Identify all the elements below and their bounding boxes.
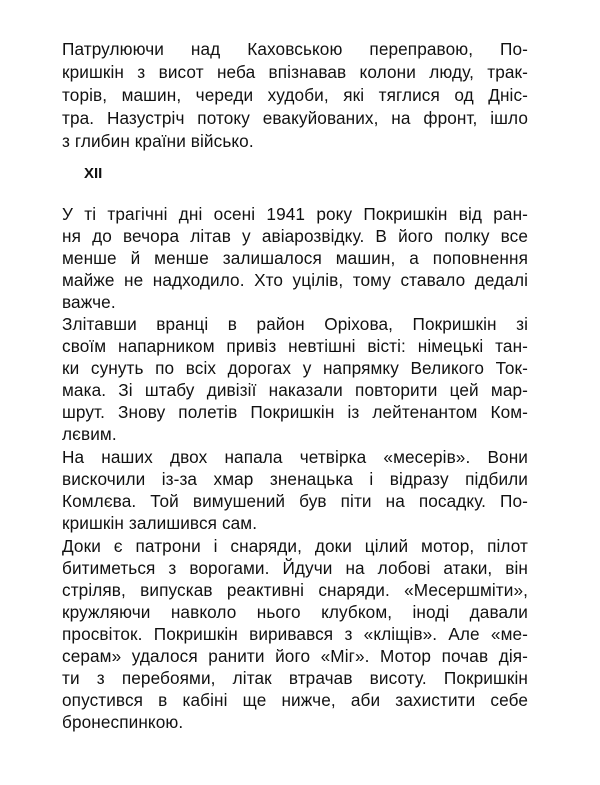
text-line: вискочили із-за хмар зненацька і відразу підбили — [62, 469, 528, 489]
text-line: Комлєва. Той вимушений був піти на посадку. По- — [62, 491, 528, 511]
text-line: На наших двох напала четвірка «месерів». Вони — [62, 447, 528, 467]
text-line: Доки є патрони і снаряди, доки цілий мотор, пілот — [62, 536, 528, 556]
text-line: лєвим. — [62, 424, 117, 444]
chapter-heading: XII — [84, 165, 103, 182]
text-line: шрут. Знову полетів Покришкін із лейтенантом Ком- — [62, 402, 528, 422]
text-line: кришкін з висот неба впізнавав колони люду, трак- — [62, 62, 528, 82]
text-line: ки сунуть по всіх дорогах у напрямку Великого Ток- — [62, 358, 528, 378]
text-line: майже не надходило. Хто уцілів, тому ставало дедалі — [62, 270, 528, 290]
text-line: тра. Назустріч потоку евакуйованих, на фронт, ішло — [62, 108, 528, 128]
text-line: Патрулюючи над Каховською переправою, По- — [62, 39, 528, 59]
text-line: своїм напарником привіз невтішні вісті: німецькі тан- — [62, 336, 528, 356]
text-line: з глибин країни військо. — [62, 131, 254, 151]
text-line: просвіток. Покришкін виривався з «кліщів». Але «ме- — [62, 624, 528, 644]
text-line: битиметься з ворогами. Йдучи на лобові атаки, він — [62, 558, 528, 578]
text-line: кришкін залишився сам. — [62, 513, 258, 533]
text-line: стріляв, випускав реактивні снаряди. «Месершміти», — [62, 580, 528, 600]
text-line: кружляючи навколо нього клубком, іноді давали — [62, 602, 528, 622]
text-line: важче. — [62, 292, 116, 312]
text-line: менше й менше залишалося машин, а поповнення — [62, 248, 528, 268]
text-line: серам» удалося ранити його «Міг». Мотор почав дія- — [62, 646, 528, 666]
text-line: мака. Зі штабу дивізії наказали повторити цей мар- — [62, 380, 528, 400]
text-line: ня до вечора літав у авіарозвідку. В його полку все — [62, 226, 528, 246]
text-line: бронеспинкою. — [62, 712, 184, 732]
text-line: ти з перебоями, літак втрачав висоту. Покришкін — [62, 668, 528, 688]
text-line: опустився в кабіні ще нижче, аби захистити себе — [62, 690, 528, 710]
text-line: торів, машин, череди худоби, які тяглися од Дніс- — [62, 85, 528, 105]
text-line: Злітавши вранці в район Оріхова, Покришкін зі — [62, 314, 528, 334]
text-line: У ті трагічні дні осені 1941 року Покришкін від ран- — [62, 204, 528, 224]
